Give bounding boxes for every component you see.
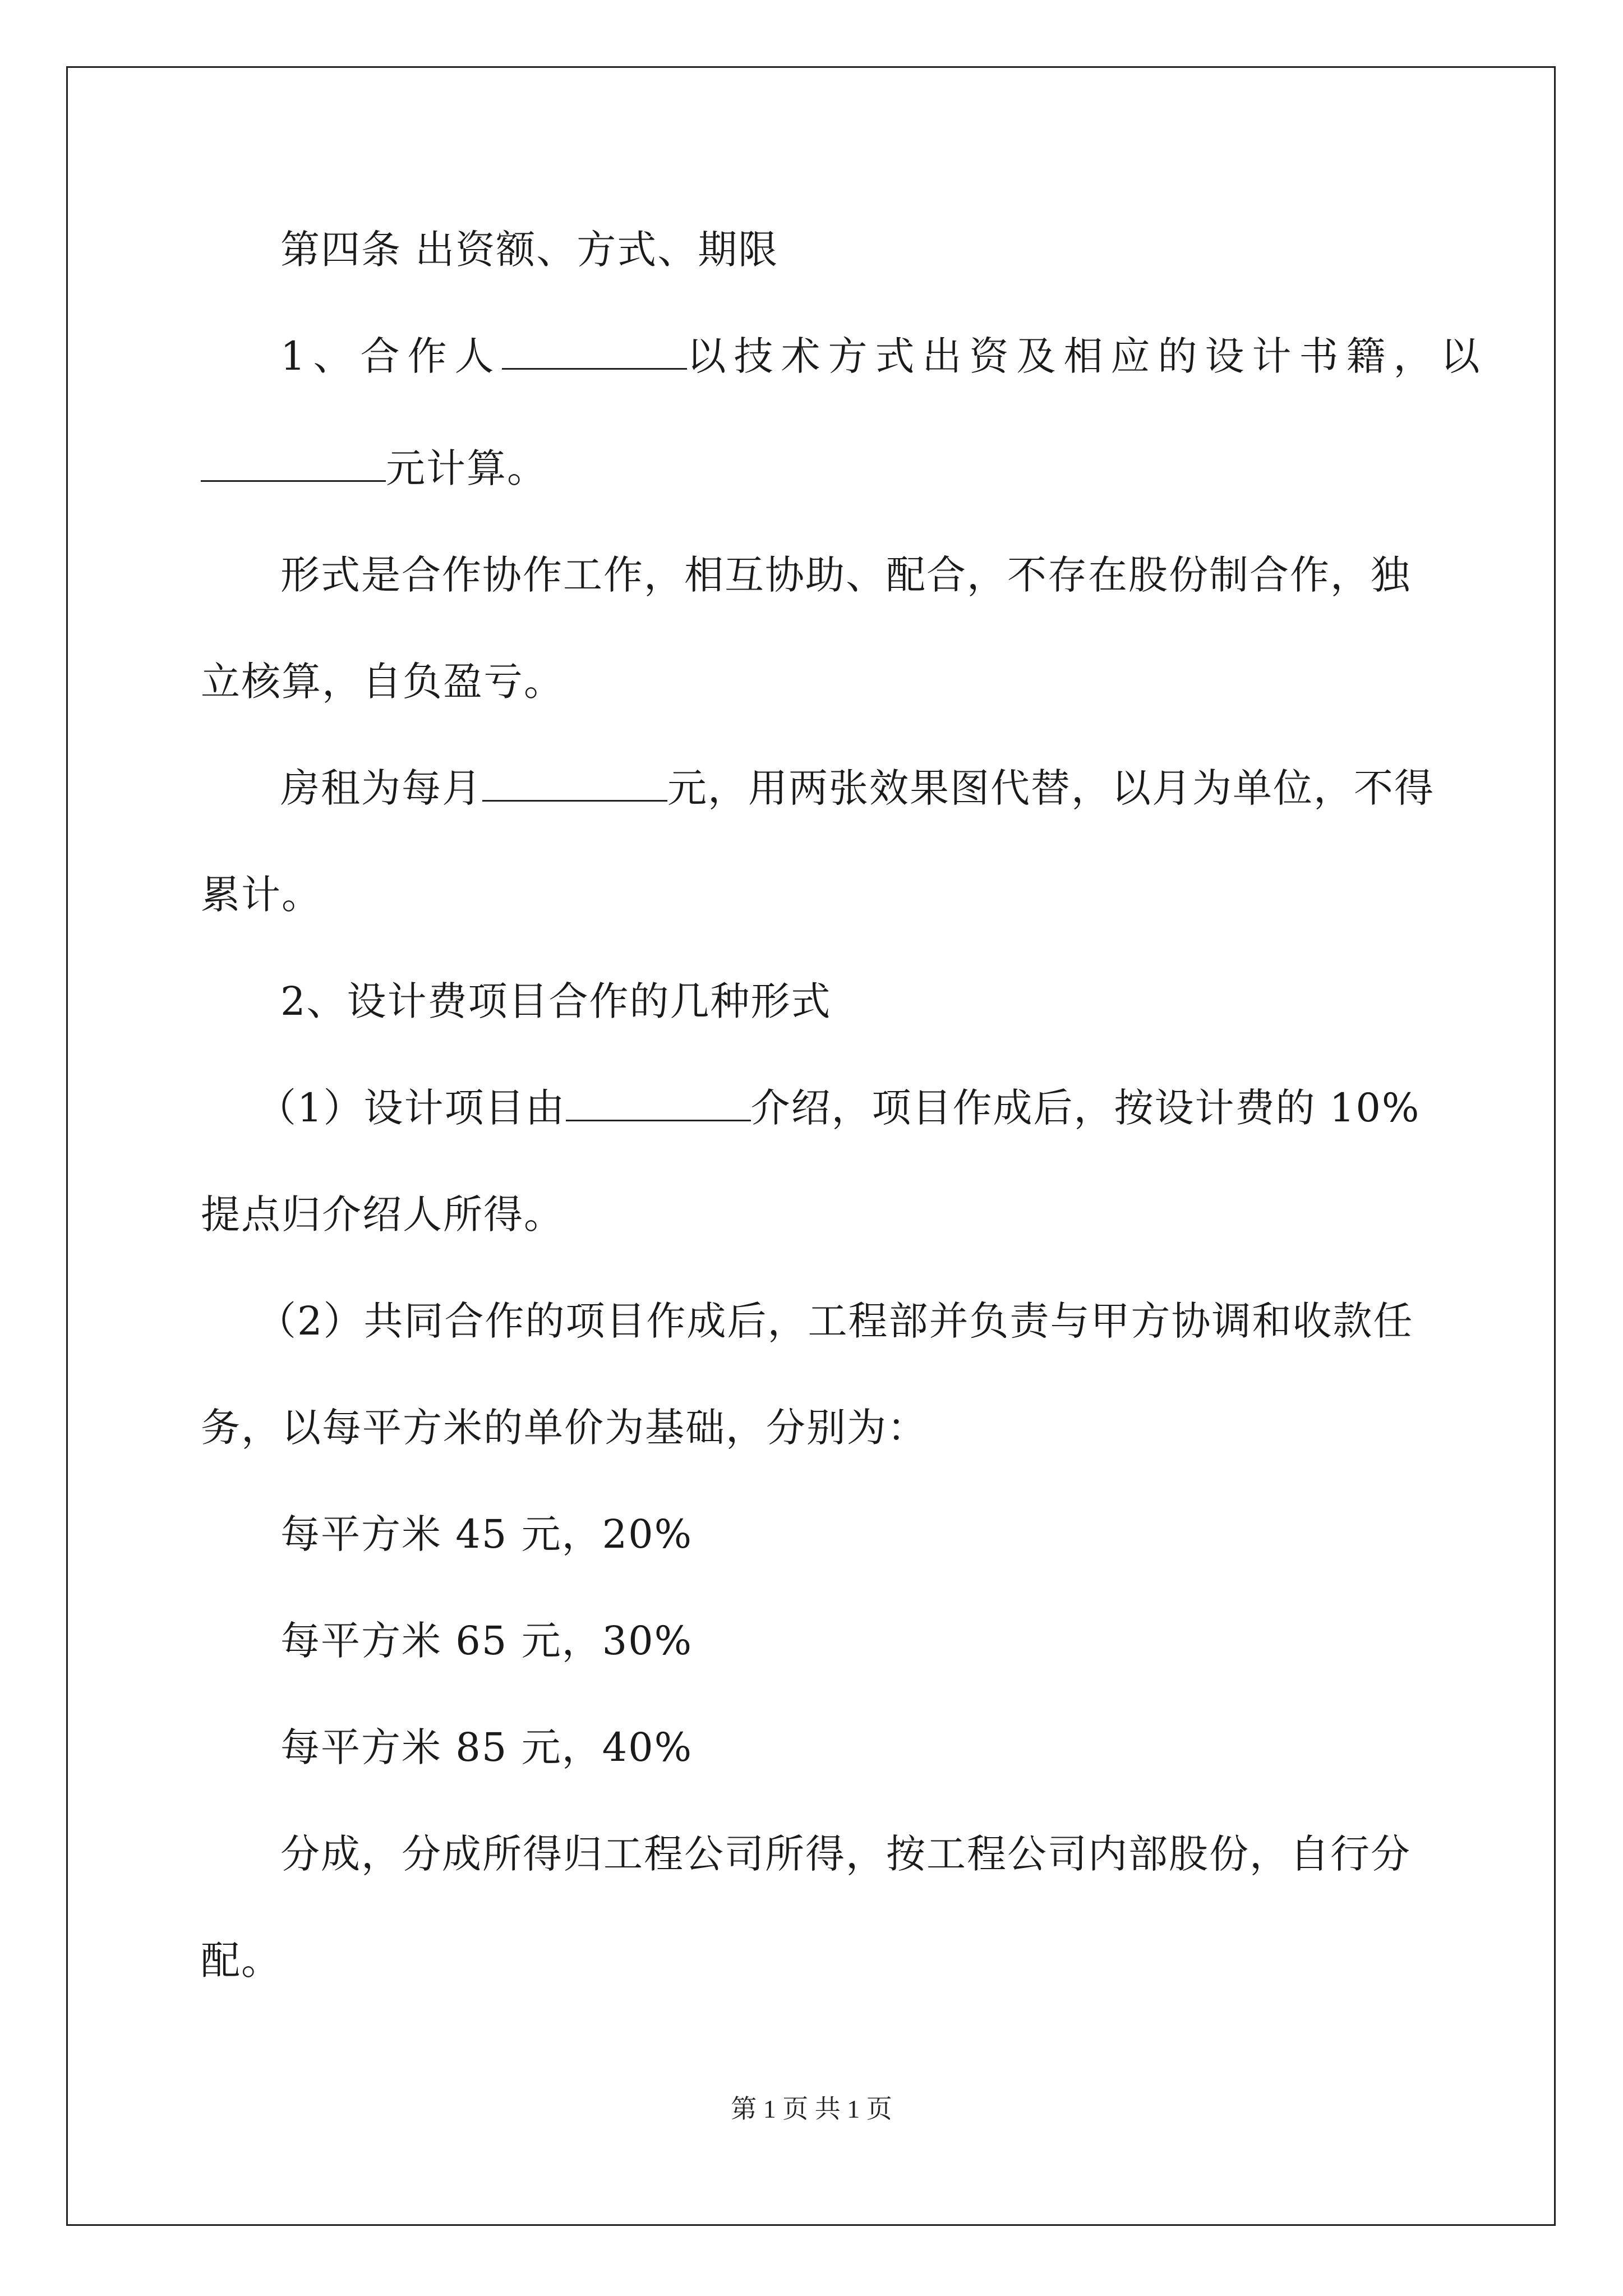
closing-line-2: 配。: [201, 1938, 282, 1984]
item-1-line-1: [257, 1083, 1420, 1133]
rate-line-45: 每平方米 45 元，20%: [280, 1511, 693, 1557]
paragraph-2-line-1: 形式是合作协作工作，相互协助、配合，不存在股份制合作，独: [280, 552, 1411, 598]
paragraph-1-line-2-suffix: 元计算。: [386, 445, 547, 491]
page-border: [66, 66, 1556, 2226]
rate-line-85: 每平方米 85 元，40%: [280, 1724, 693, 1770]
paragraph-1-prefix: 1、合作人: [280, 333, 502, 379]
monthly-rent-blank[interactable]: [482, 766, 667, 802]
item-2-line-1: （2）共同合作的项目作成后，工程部并负责与甲方协调和收款任: [257, 1298, 1414, 1344]
introducer-blank[interactable]: [566, 1086, 751, 1121]
page-footer: 第 1 页 共 1 页: [731, 2095, 892, 2123]
paragraph-3-prefix: 房租为每月: [280, 765, 482, 811]
paragraph-1-line-2: [201, 443, 547, 494]
paragraph-3-suffix: 元，用两张效果图代替，以月为单位，不得: [667, 765, 1435, 811]
section-2-heading: 2、设计费项目合作的几种形式: [280, 978, 832, 1024]
paragraph-1-suffix: 以技术方式出资及相应的设计书籍，以: [686, 333, 1488, 379]
rate-line-65: 每平方米 65 元，30%: [280, 1618, 693, 1664]
paragraph-3-line-2: 累计。: [201, 872, 322, 918]
partner-name-blank[interactable]: [502, 334, 687, 370]
paragraph-1-line-1: [280, 331, 1488, 381]
article-heading: 第四条 出资额、方式、期限: [280, 227, 779, 273]
closing-line-1: 分成，分成所得归工程公司所得，按工程公司内部股份，自行分: [280, 1831, 1411, 1877]
amount-blank[interactable]: [201, 447, 386, 482]
item-1-suffix: 介绍，项目作成后，按设计费的 10%: [750, 1085, 1421, 1131]
paragraph-2-line-2: 立核算，自负盈亏。: [201, 659, 564, 705]
item-1-prefix: （1）设计项目由: [257, 1085, 566, 1131]
paragraph-3-line-1: [280, 763, 1435, 813]
item-2-line-2: 务，以每平方米的单价为基础，分别为：: [201, 1405, 928, 1451]
item-1-line-2: 提点归介绍人所得。: [201, 1191, 564, 1237]
